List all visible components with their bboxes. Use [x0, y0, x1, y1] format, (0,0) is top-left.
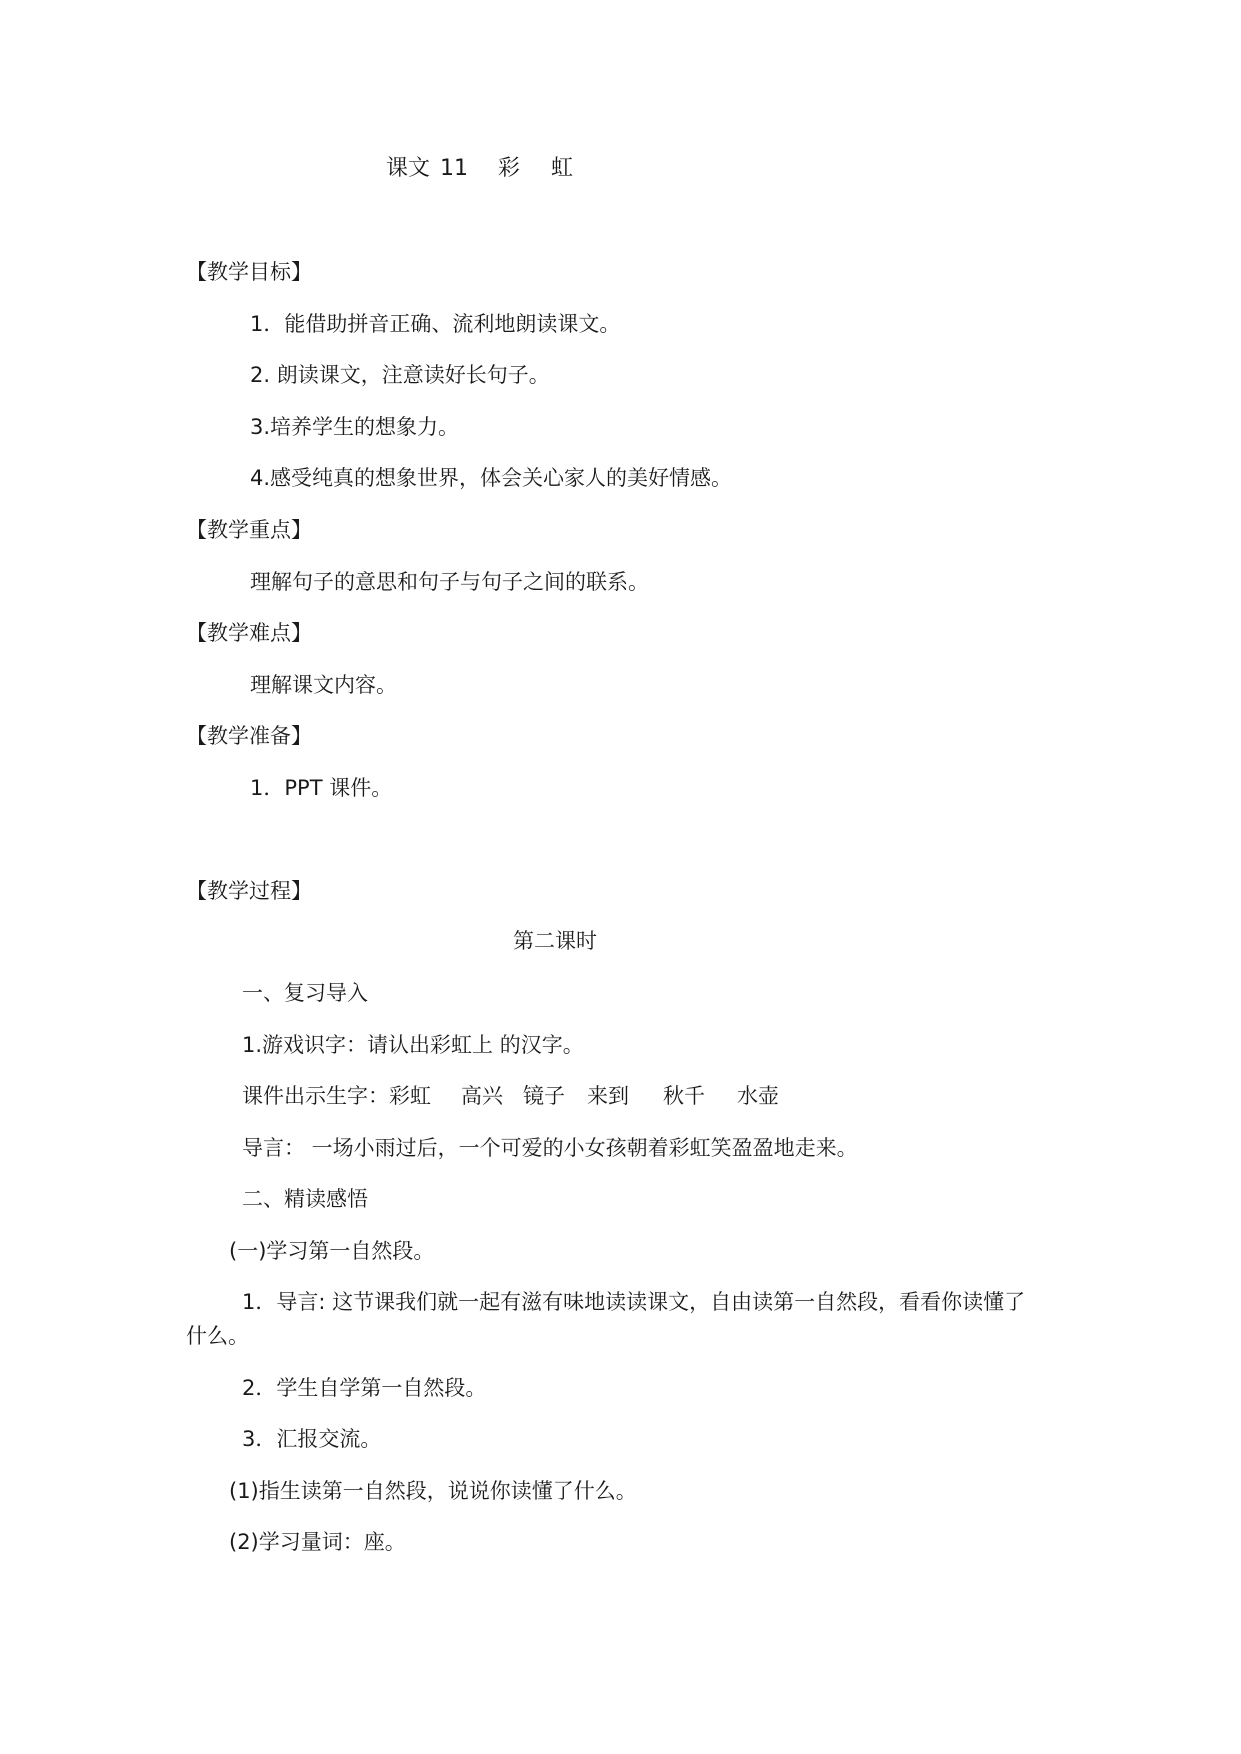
process-heading: 【教学过程】	[186, 879, 312, 903]
key-points-text: 理解句子的意思和句子与句子之间的联系。	[250, 570, 649, 594]
key-points-heading: 【教学重点】	[186, 518, 312, 542]
part1-item1: 1.游戏识字：请认出彩虹上 的汉字。	[242, 1033, 584, 1057]
lesson-label: 第二课时	[513, 929, 597, 953]
difficulty-heading: 【教学难点】	[186, 621, 312, 645]
title-prefix: 课文	[386, 156, 431, 181]
word-2: 高兴	[461, 1084, 503, 1108]
part2-heading: 二、精读感悟	[242, 1187, 368, 1211]
goal-item-2: 2. 朗读课文，注意读好长句子。	[250, 363, 550, 387]
goal-item-3: 3.培养学生的想象力。	[250, 415, 460, 439]
part1-words-line	[242, 1086, 779, 1107]
part2-sub1: (一)学习第一自然段。	[229, 1239, 435, 1263]
goals-heading: 【教学目标】	[186, 260, 312, 284]
part2-step3: 3．汇报交流。	[242, 1427, 382, 1451]
difficulty-text: 理解课文内容。	[250, 673, 397, 697]
title-number: 11	[440, 156, 469, 181]
word-6: 水壶	[737, 1084, 779, 1108]
part1-heading: 一、复习导入	[242, 981, 368, 1005]
part2-step3-a: (1)指生读第一自然段，说说你读懂了什么。	[229, 1479, 637, 1503]
words-label: 课件出示生字：	[242, 1084, 389, 1108]
lesson-title	[386, 158, 585, 180]
part2-step1-line1: 1．导言: 这节课我们就一起有滋有味地读读课文，自由读第一自然段，看看你读懂了	[242, 1290, 1026, 1314]
word-3: 镜子	[523, 1084, 565, 1108]
goal-item-1: 1．能借助拼音正确、流利地朗读课文。	[250, 312, 621, 336]
part2-step2: 2．学生自学第一自然段。	[242, 1376, 487, 1400]
part1-intro: 导言： 一场小雨过后，一个可爱的小女孩朝着彩虹笑盈盈地走来。	[242, 1136, 858, 1160]
word-4: 来到	[587, 1084, 629, 1108]
prep-text: 1．PPT 课件。	[250, 776, 393, 800]
title-name: 彩 虹	[498, 156, 586, 181]
part2-step3-b: (2)学习量词：座。	[229, 1530, 406, 1554]
part2-step1-line2: 什么。	[186, 1324, 249, 1348]
prep-heading: 【教学准备】	[186, 724, 312, 748]
goal-item-4: 4.感受纯真的想象世界，体会关心家人的美好情感。	[250, 466, 733, 490]
word-1: 彩虹	[389, 1084, 431, 1108]
word-5: 秋千	[663, 1084, 705, 1108]
